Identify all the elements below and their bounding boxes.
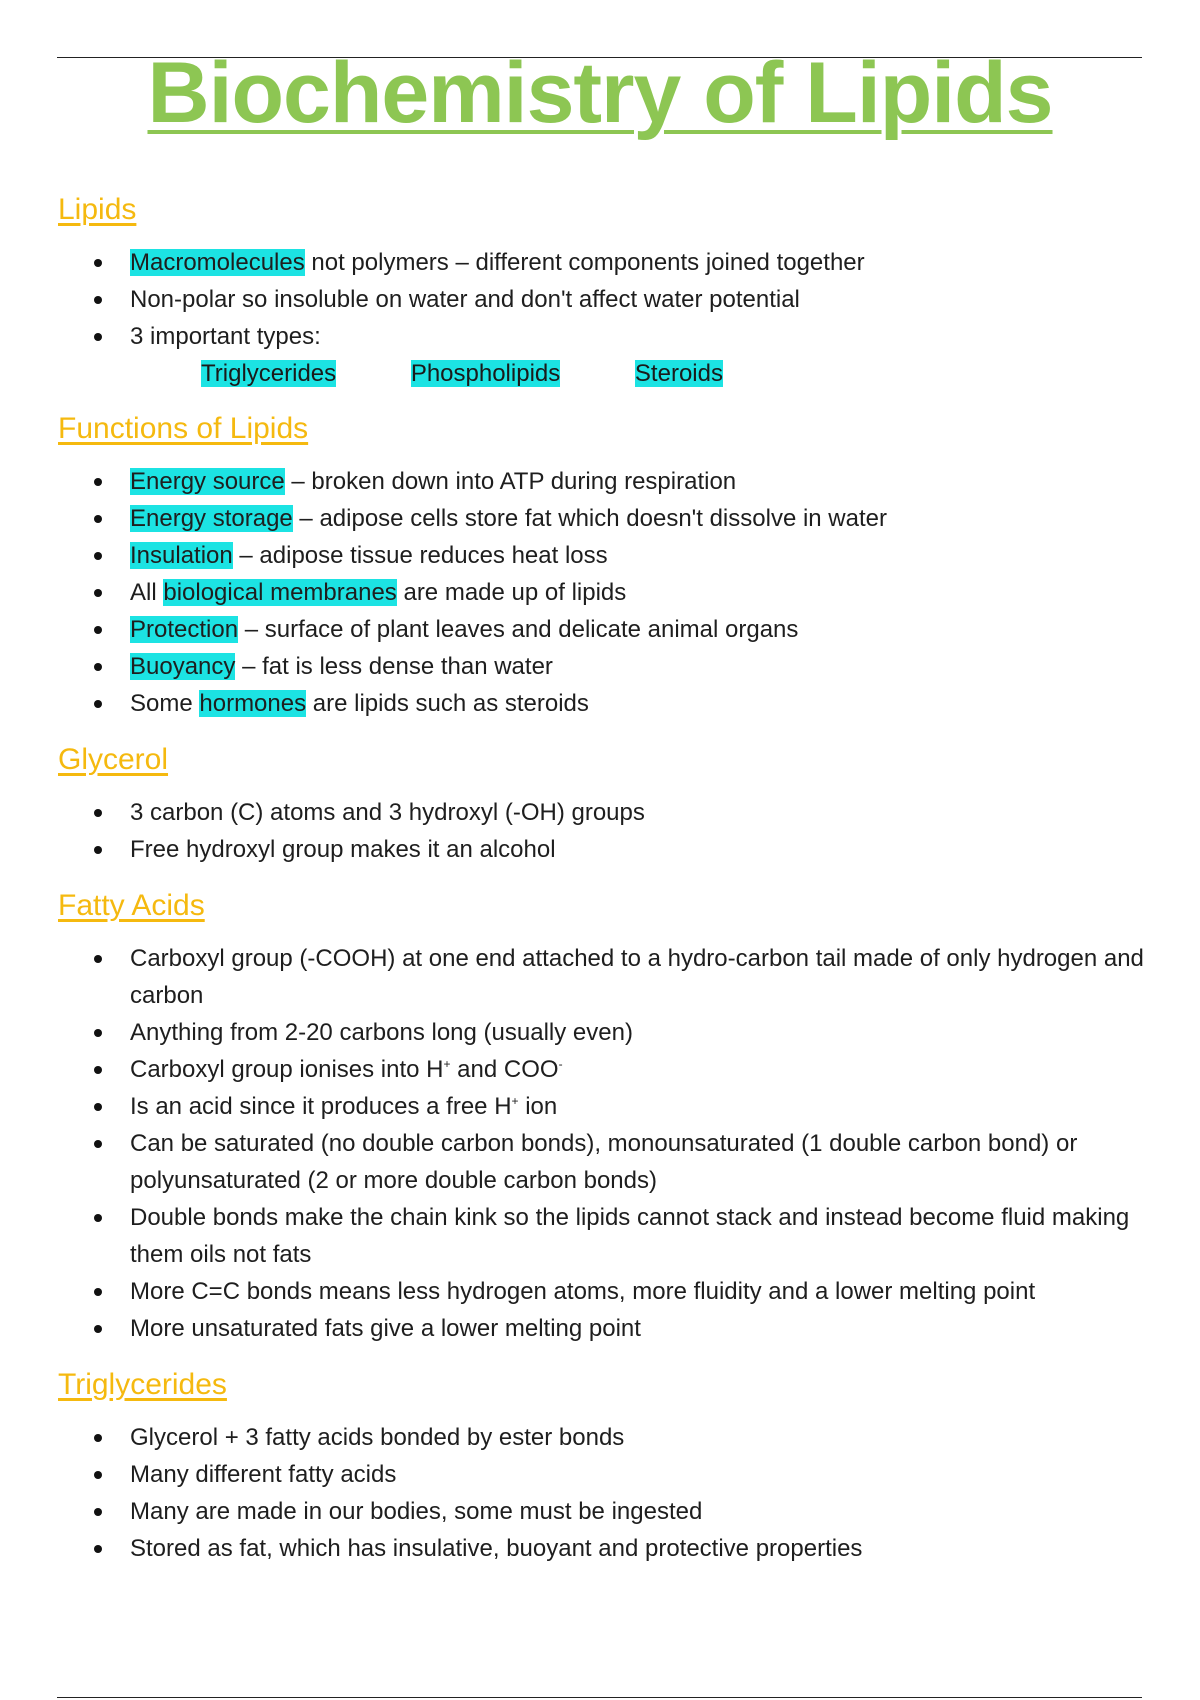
list-item-text: – broken down into ATP during respiration [284,468,737,495]
section-heading: Triglycerides [58,1368,227,1401]
highlighted-term: Buoyancy [130,653,236,680]
list-item: Can be saturated (no double carbon bonds), monounsaturated (1 double carbon bond) or polyunsaturated (2 or more double carbon bonds) [58,1125,1148,1199]
type-phospholipids: Phospholipids [410,360,561,387]
list-item-text: Is an acid since it produces a free H [130,1093,512,1120]
highlighted-term: biological membranes [163,579,397,606]
highlighted-term: Macromolecules [130,249,305,276]
type-steroids: Steroids [634,360,723,387]
document-body [58,192,1148,1587]
superscript: + [511,1094,519,1108]
highlighted-term: Insulation [130,542,233,569]
list-item [58,537,1148,574]
list-item: Free hydroxyl group makes it an alcohol [58,831,1148,868]
section-fatty-acids [58,888,1148,1347]
highlighted-term: Energy storage [130,505,293,532]
list-item [58,500,1148,537]
highlighted-term: hormones [199,690,307,717]
highlighted-term: Energy source [130,468,285,495]
list-item [58,648,1148,685]
list-item: Many are made in our bodies, some must be ingested [58,1493,1148,1530]
section-heading: Glycerol [58,743,169,776]
list-item-text: ion [518,1093,558,1120]
bullet-list [58,794,1148,868]
bullet-list [58,463,1148,722]
list-item: Non-polar so insoluble on water and don't affect water potential [58,281,1148,318]
section-triglycerides [58,1367,1148,1567]
bullet-list [58,1419,1148,1567]
list-item-text: – adipose cells store fat which doesn't dissolve in water [292,505,887,532]
list-item-text: are lipids such as steroids [306,690,589,717]
list-item [58,463,1148,500]
superscript: - [558,1057,563,1071]
list-item-text: Some [130,690,200,717]
list-item [58,611,1148,648]
list-item-text: – adipose tissue reduces heat loss [232,542,608,569]
list-item: Double bonds make the chain kink so the lipids cannot stack and instead become fluid making them oils not fats [58,1199,1148,1273]
section-lipids [58,192,1148,393]
list-item: 3 carbon (C) atoms and 3 hydroxyl (-OH) groups [58,794,1148,831]
section-glycerol [58,742,1148,868]
list-item [58,1051,1148,1088]
superscript: + [443,1057,451,1071]
bullet-list [58,244,1148,355]
list-item: Many different fatty acids [58,1456,1148,1493]
section-heading: Fatty Acids [58,889,205,922]
section-heading: Functions of Lipids [58,412,309,445]
list-item-text: – surface of plant leaves and delicate animal organs [238,616,799,643]
list-item [58,574,1148,611]
document-title: Biochemistry of Lipids [147,45,1053,141]
list-item-text: All [130,579,164,606]
list-item: More unsaturated fats give a lower melting point [58,1310,1148,1347]
list-item-text: – fat is less dense than water [235,653,553,680]
list-item [58,1088,1148,1125]
list-item: Carboxyl group (-COOH) at one end attached to a hydro-carbon tail made of only hydrogen and carbon [58,940,1148,1014]
list-item: Anything from 2-20 carbons long (usually even) [58,1014,1148,1051]
type-triglycerides: Triglycerides [201,360,337,387]
list-item-text: are made up of lipids [396,579,627,606]
section-heading: Lipids [58,193,137,226]
list-item-text: and COO [450,1056,559,1083]
list-item: Glycerol + 3 fatty acids bonded by ester bonds [58,1419,1148,1456]
lipid-types-row [58,355,1148,393]
highlighted-term: Protection [130,616,239,643]
list-item: 3 important types: [58,318,1148,355]
list-item: Stored as fat, which has insulative, buoyant and protective properties [58,1530,1148,1567]
list-item: More C=C bonds means less hydrogen atoms, more fluidity and a lower melting point [58,1273,1148,1310]
list-item-text: not polymers – different components joined together [304,249,865,276]
section-functions [58,411,1148,722]
bullet-list [58,940,1148,1347]
bottom-rule [57,1697,1142,1698]
list-item-text: Carboxyl group ionises into H [130,1056,444,1083]
list-item [58,685,1148,722]
list-item [58,244,1148,281]
